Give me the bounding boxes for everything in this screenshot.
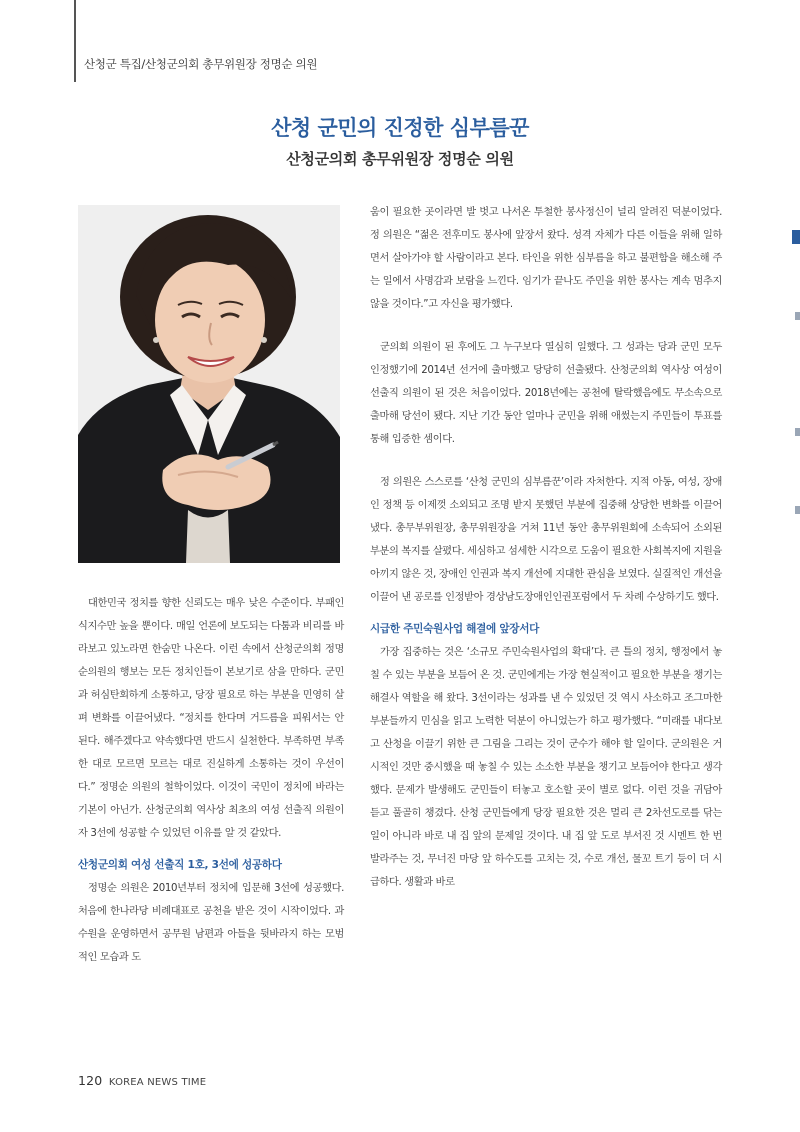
page-number: 120: [78, 1073, 103, 1088]
section-heading: 시급한 주민숙원사업 해결에 앞장서다: [370, 623, 540, 635]
left-column: [78, 592, 344, 969]
right-column: [370, 201, 722, 894]
right-edge-mark: [795, 312, 800, 320]
article-subtitle: 산청군의회 총무위원장 정명순 의원: [286, 150, 514, 168]
header-rule: [74, 0, 76, 82]
portrait-photo: [78, 205, 340, 563]
paragraph: 움이 필요한 곳이라면 발 벗고 나서온 투철한 봉사정신이 널리 알려진 덕분이었다. 정 의원은 “젊은 전후미도 봉사에 앞장서 왔다. 성격 자체가 다른 이들을 위해 일하면서 살아가야 할 사람이라고 본다. 타인을 위한 심부름을 하고 불편함을 해소해 주는 일에서 사명감과 보람을 느낀다. 임기가 끝나도 주민을 위한 봉사는 계속 멈추지 않을 것이다.”고 자신을 평가했다.: [370, 207, 722, 310]
page-footer: [78, 1073, 206, 1088]
paragraph: 정명순 의원은 2010년부터 정치에 입문해 3선에 성공했다. 처음에 한나라당 비례대표로 공천을 받은 것이 시작이었다. 과수원을 운영하면서 공무원 남편과 아들을 뒷바라지 하는 모범적인 모습과 도: [78, 883, 344, 963]
right-edge-tab: [792, 230, 800, 244]
section-heading: 산청군의회 여성 선출직 1호, 3선에 성공하다: [78, 859, 282, 871]
paragraph: 정 의원은 스스로를 ‘산청 군민의 심부름꾼’이라 자처한다. 지적 아동, 여성, 장애인 정책 등 이제껏 소외되고 조명 받지 못했던 부분에 집중해 상당한 변화를 이끌어냈다. 총무부위원장, 총무위원장을 거쳐 11년 동안 총무위원회에 소속되어 소외된 부분의 복지를 살폈다. 세심하고 섬세한 시각으로 도움이 필요한 사회복지에 지원을 아끼지 않은 것, 장애인 인권과 복지 개선에 지대한 관심을 보였다. 실질적인 개선을 이끌어 낸 공로를 인정받아 경상남도장애인인권포럼에서 두 차례 수상하기도 했다.: [370, 477, 722, 603]
paragraph: 군의회 의원이 된 후에도 그 누구보다 열심히 일했다. 그 성과는 당과 군민 모두 인정했기에 2014년 선거에 출마했고 당당히 선출됐다. 산청군의회 역사상 여성이 선출직 의원이 된 것은 처음이었다. 2018년에는 공천에 탈락했음에도 무소속으로 출마해 당선이 됐다. 지난 기간 동안 얼마나 군민을 위해 애썼는지 주민들이 투표를 통해 입증한 셈이다.: [370, 342, 722, 445]
section-label: 산청군 특집/산청군의회 총무위원장 정명순 의원: [84, 57, 318, 71]
right-edge-mark: [795, 506, 800, 514]
paragraph: 대한민국 정치를 향한 신뢰도는 매우 낮은 수준이다. 부패인식지수만 높을 뿐이다. 매일 언론에 보도되는 다툼과 비리를 바라보고 있노라면 한숨만 나온다. 이런 속에서 산청군의회 정명순의원의 행보는 모든 정치인들이 본보기로 삼을 만하다. 군민과 허심탄회하게 소통하고, 당장 필요로 하는 부분을 민영히 살펴 변화를 이끌어냈다. “정치를 한다며 거드름을 피워서는 안 된다. 해주겠다고 약속했다면 반드시 실천한다. 부족하면 부족한 대로 모르면 모르는 대로 진실하게 소통하는 것이 우선이다.” 정명순 의원의 철학이었다. 이것이 국민이 정치에 바라는 기본이 아닌가. 산청군의회 역사상 최초의 여성 선출직 의원이자 3선에 성공할 수 있었던 이유를 알 것 같았다.: [78, 598, 344, 839]
article-title: 산청 군민의 진정한 심부름꾼: [271, 116, 529, 140]
right-edge-mark: [795, 428, 800, 436]
paragraph: 가장 집중하는 것은 ‘소규모 주민숙원사업의 확대’다. 큰 틀의 정치, 행정에서 놓칠 수 있는 부분을 보듬어 온 것. 군민에게는 가장 현실적이고 필요한 부분을 챙기는 해결사 역할을 해 왔다. 3선이라는 성과를 낸 수 있었던 것 역시 사소하고 조그마한 부분들까지 민심을 읽고 노력한 덕분이 아니었는가 하고 평가했다. “미래를 내다보고 산청을 이끌기 위한 큰 그림을 그리는 것이 군수가 해야 할 일이다. 군의원은 거시적인 것만 중시했을 때 놓칠 수 있는 소소한 부분을 챙기고 보듬어야 한다고 생각했다. 문제가 발생해도 군민들이 터놓고 호소할 곳이 별로 없다. 이런 것을 귀담아 듣고 풀골히 챙겼다. 산청 군민들에게 당장 필요한 것은 멀리 큰 2차선도로를 닦는 일이 아니라 바로 내 집 앞의 문제일 것이다. 내 집 앞 도로 부서진 것 시멘트 한 번 발라주는 것, 무너진 마당 앞 하수도를 고치는 것, 수로 개선, 물꼬 트기 등이 더 시급하다. 생활과 바로: [370, 647, 722, 888]
portrait-illustration: [78, 205, 340, 563]
publication-name: KOREA NEWS TIME: [108, 1077, 207, 1088]
